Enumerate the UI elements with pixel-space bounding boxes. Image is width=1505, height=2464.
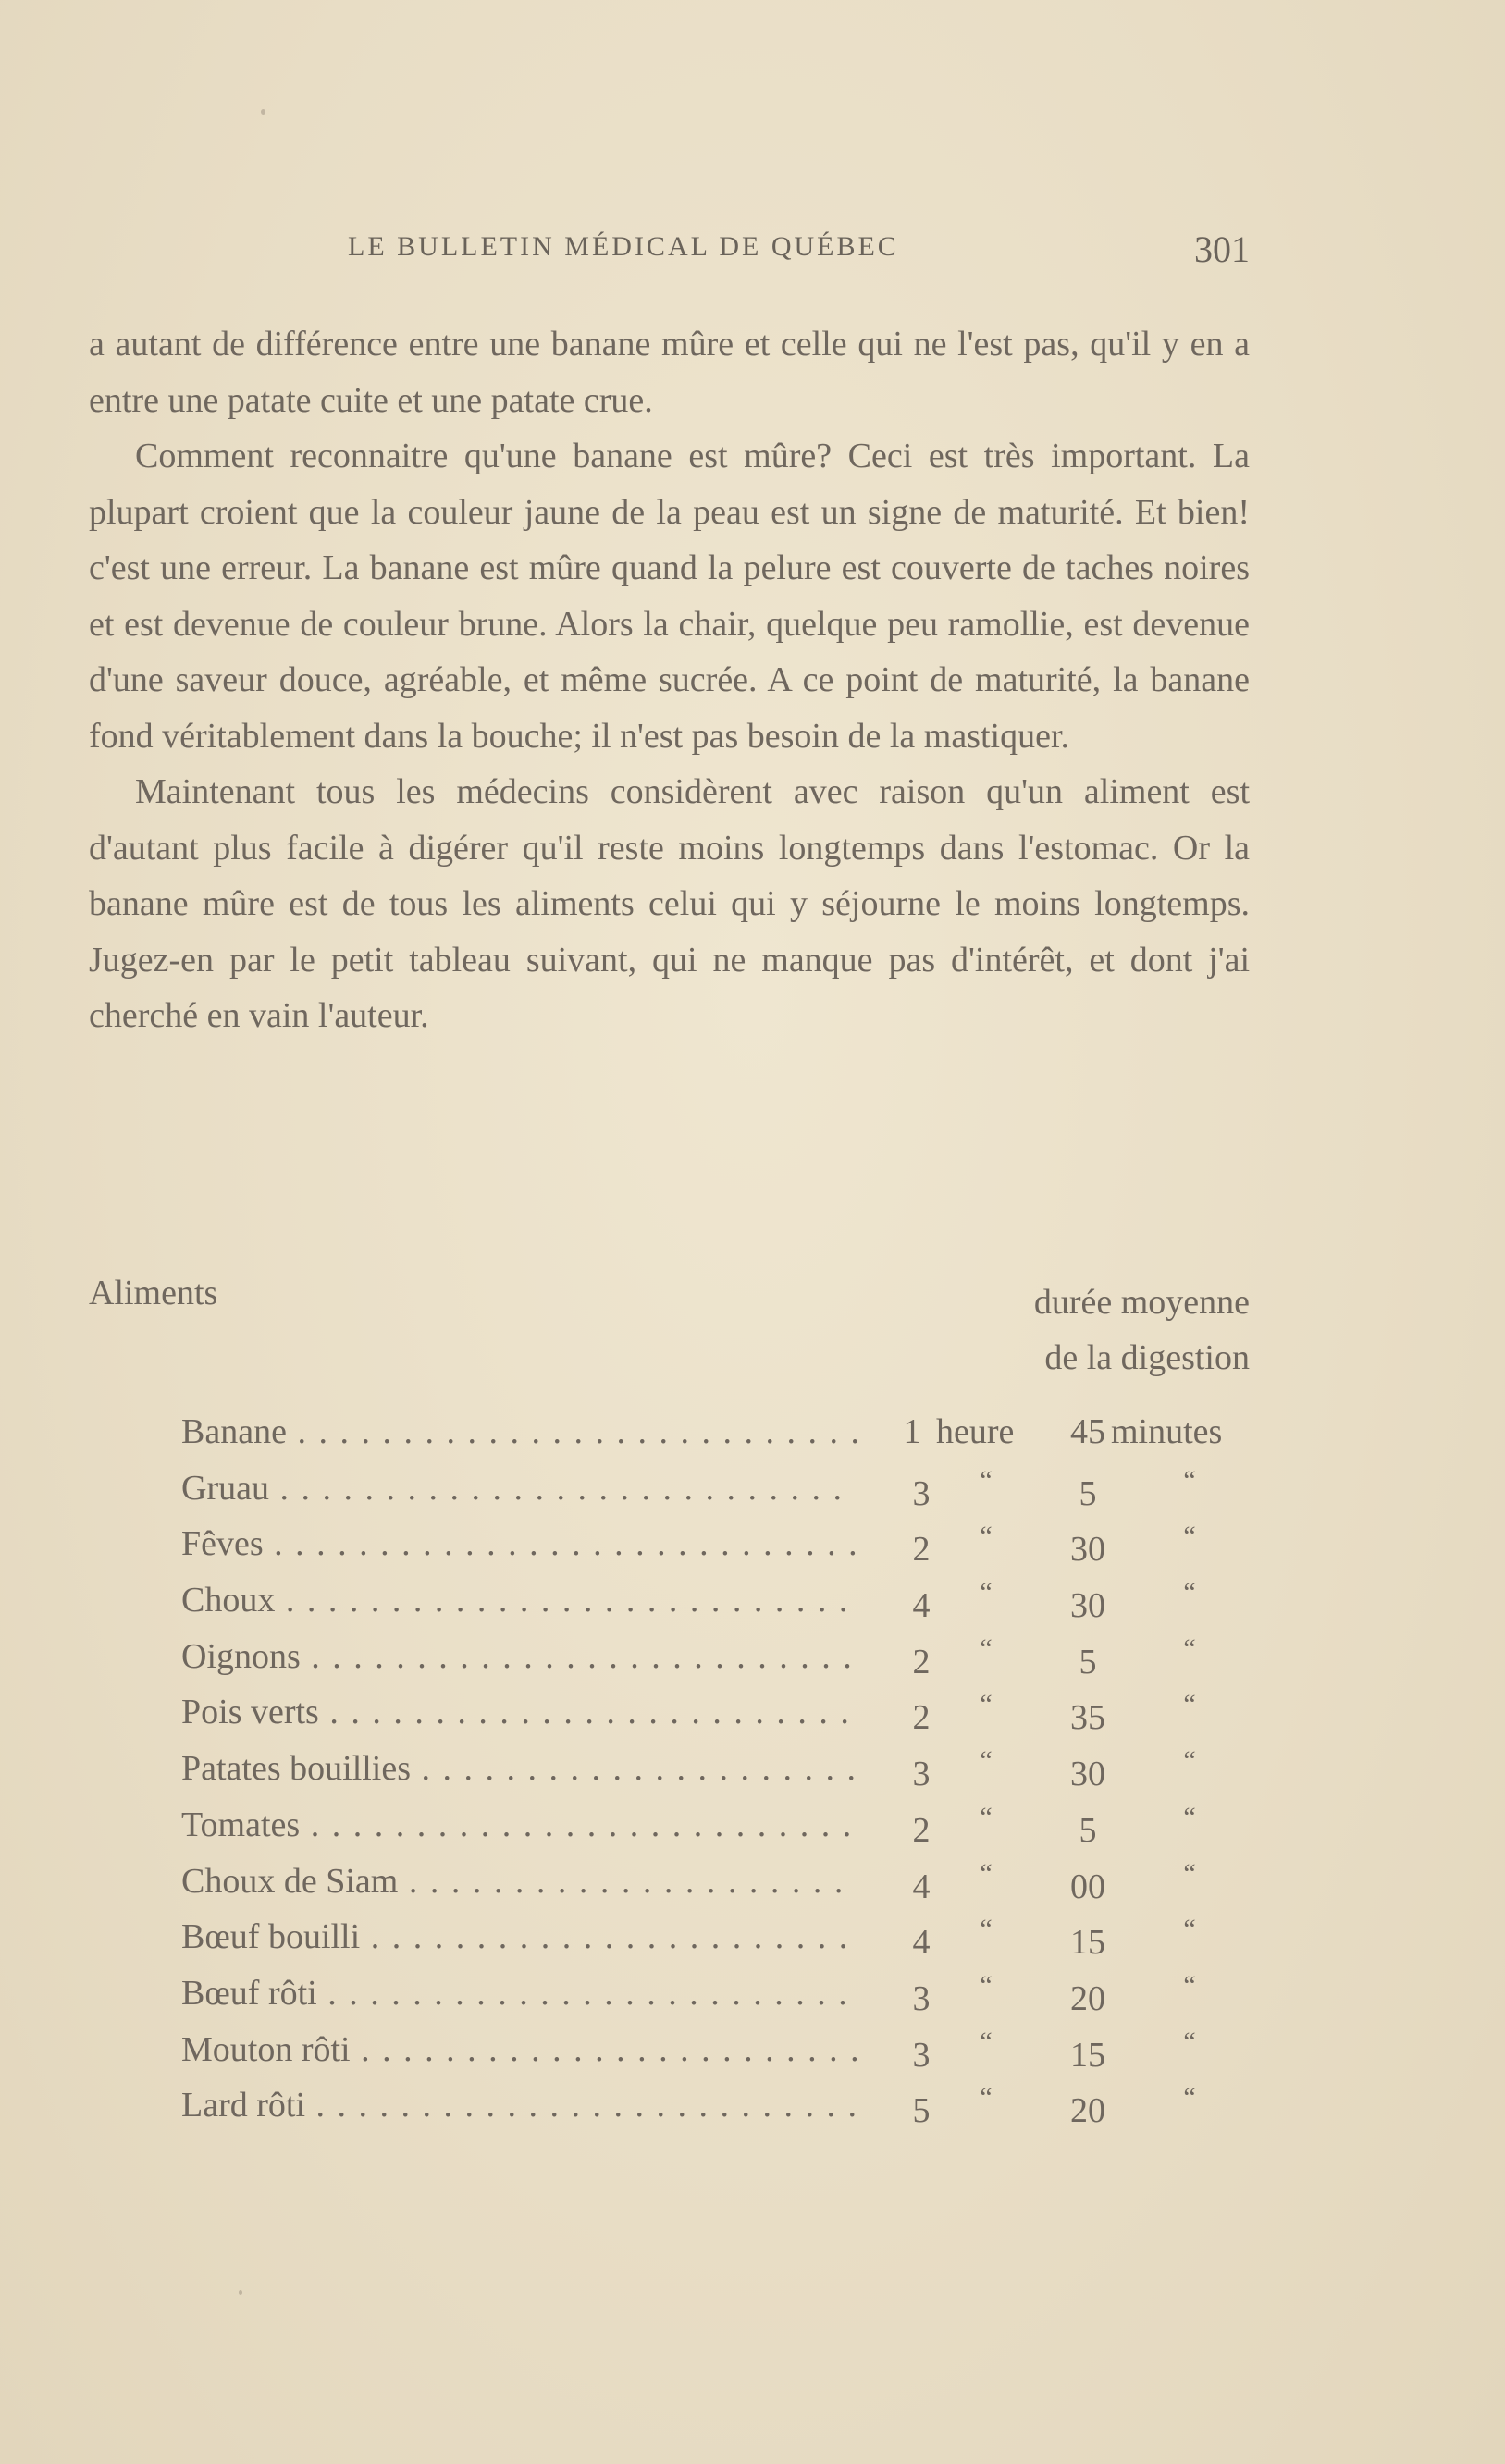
ditto-mark: “ — [980, 1689, 993, 1720]
hours-value: 1 — [903, 1412, 921, 1451]
ditto-mark: “ — [1183, 2026, 1196, 2057]
table-row — [181, 1965, 1250, 2022]
table-row — [181, 1516, 1250, 1572]
ditto-mark: “ — [1183, 1632, 1196, 1664]
minutes-value: 5 — [1079, 1642, 1097, 1682]
ditto-mark: “ — [980, 1464, 993, 1496]
minutes-value: 30 — [1070, 1586, 1105, 1626]
hour-unit: heure — [936, 1412, 1015, 1451]
hours-value: 3 — [912, 1755, 931, 1794]
digestion-table-header — [89, 1269, 1250, 1389]
ditto-mark: “ — [980, 1745, 993, 1777]
table-row — [181, 1854, 1250, 1910]
ditto-mark: “ — [980, 1521, 993, 1552]
hours-value: 3 — [912, 2035, 931, 2075]
minutes-value: 30 — [1070, 1530, 1105, 1570]
minutes-value: 20 — [1070, 1978, 1105, 2018]
column-header-duration — [1034, 1275, 1250, 1386]
hours-value: 2 — [912, 1530, 931, 1570]
food-name: Mouton rôti . . . — [181, 2022, 857, 2078]
food-name: Lard rôti . . . — [181, 2077, 857, 2134]
paper-speck — [239, 2290, 242, 2295]
food-name: Tomates . . . — [181, 1797, 857, 1854]
page-number: 301 — [1194, 228, 1250, 270]
digestion-table — [181, 1404, 1250, 2134]
minutes-value: 20 — [1070, 2091, 1105, 2131]
minutes-value: 15 — [1070, 1923, 1105, 1963]
page-header — [89, 228, 1250, 270]
hours-value: 4 — [912, 1586, 931, 1626]
ditto-mark: “ — [1183, 1969, 1196, 2001]
table-row — [181, 2077, 1250, 2134]
food-name: Banane . . . — [181, 1404, 857, 1460]
paragraph: Comment reconnaitre qu'une banane est mûre? Ceci est très important. La plupart croient que la couleur jaune de la peau est un signe de maturité. Et bien! c'est une erreur. La banane est mûre quand la pelure est couverte de taches noires et est devenue de couleur brune. Alors la chair, quelque peu ramollie, est devenue d'une saveur douce, agréable, et même sucrée. A ce point de maturité, la banane fond véritablement dans la bouche; il n'est pas besoin de la mastiquer. — [89, 437, 1250, 756]
column-header-food: Aliments — [89, 1274, 218, 1312]
table-row — [181, 1572, 1250, 1629]
food-name: Patates bouillies . . . — [181, 1741, 857, 1797]
table-row — [181, 1404, 1250, 1460]
minutes-value: 5 — [1079, 1473, 1097, 1513]
hours-value: 4 — [912, 1923, 931, 1963]
ditto-mark: “ — [980, 1969, 993, 2001]
table-row — [181, 1909, 1250, 1965]
paragraph: Maintenant tous les médecins considèrent avec raison qu'un aliment est d'autant plus facile à digérer qu'il reste moins longtemps dans l'estomac. Or la banane mûre est de tous les aliments celui qui y séjourne le moins longtemps. Jugez-en par le petit tableau suivant, qui ne manque pas d'intérêt, et dont j'ai cherché en vain l'auteur. — [89, 772, 1250, 1035]
minutes-value: 45 — [1070, 1412, 1105, 1451]
ditto-mark: “ — [1183, 1801, 1196, 1832]
hours-value: 3 — [912, 1473, 931, 1513]
table-row — [181, 1460, 1250, 1517]
paragraph: a autant de différence entre une banane mûre et celle qui ne l'est pas, qu'il y en a entre une patate cuite et une patate crue. — [89, 325, 1250, 420]
minutes-value: 15 — [1070, 2035, 1105, 2075]
ditto-mark: “ — [1183, 1745, 1196, 1777]
ditto-mark: “ — [980, 1857, 993, 1889]
food-name: Choux de Siam . . . — [181, 1854, 857, 1910]
ditto-mark: “ — [980, 1801, 993, 1832]
paper-speck — [261, 109, 265, 115]
ditto-mark: “ — [980, 2026, 993, 2057]
minutes-value: 00 — [1070, 1866, 1105, 1906]
minutes-value: 5 — [1079, 1810, 1097, 1850]
ditto-mark: “ — [980, 1577, 993, 1608]
article-body — [89, 316, 1250, 1044]
hours-value: 2 — [912, 1810, 931, 1850]
hours-value: 4 — [912, 1866, 931, 1906]
ditto-mark: “ — [1183, 1464, 1196, 1496]
food-name: Bœuf rôti . . . — [181, 1965, 857, 2022]
ditto-mark: “ — [1183, 1914, 1196, 1945]
food-name: Choux . . . — [181, 1572, 857, 1629]
ditto-mark: “ — [980, 1914, 993, 1945]
ditto-mark: “ — [1183, 1521, 1196, 1552]
column-header-duration-line1: durée moyenne — [1033, 1283, 1250, 1322]
hours-value: 2 — [912, 1698, 931, 1738]
ditto-mark: “ — [1183, 2082, 1196, 2113]
table-row — [181, 2022, 1250, 2078]
hours-value: 3 — [912, 1978, 931, 2018]
ditto-mark: “ — [980, 1632, 993, 1664]
table-row — [181, 1684, 1250, 1741]
food-name: Fêves . . . — [181, 1516, 857, 1572]
ditto-mark: “ — [980, 2082, 993, 2113]
running-head: LE BULLETIN MÉDICAL DE QUÉBEC — [348, 231, 899, 262]
food-name: Bœuf bouilli . . . — [181, 1909, 857, 1965]
ditto-mark: “ — [1183, 1577, 1196, 1608]
food-name: Gruau . . . — [181, 1460, 857, 1517]
hours-value: 2 — [912, 1642, 931, 1682]
food-name: Pois verts . . . — [181, 1684, 857, 1741]
hours-value: 5 — [912, 2091, 931, 2131]
table-row — [181, 1629, 1250, 1685]
minutes-value: 30 — [1070, 1755, 1105, 1794]
minutes-unit: minutes — [1111, 1412, 1223, 1451]
table-row — [181, 1741, 1250, 1797]
ditto-mark: “ — [1183, 1689, 1196, 1720]
table-row — [181, 1797, 1250, 1854]
minutes-value: 35 — [1070, 1698, 1105, 1738]
food-name: Oignons . . . — [181, 1629, 857, 1685]
ditto-mark: “ — [1183, 1857, 1196, 1889]
column-header-duration-line2: de la digestion — [1044, 1338, 1250, 1377]
